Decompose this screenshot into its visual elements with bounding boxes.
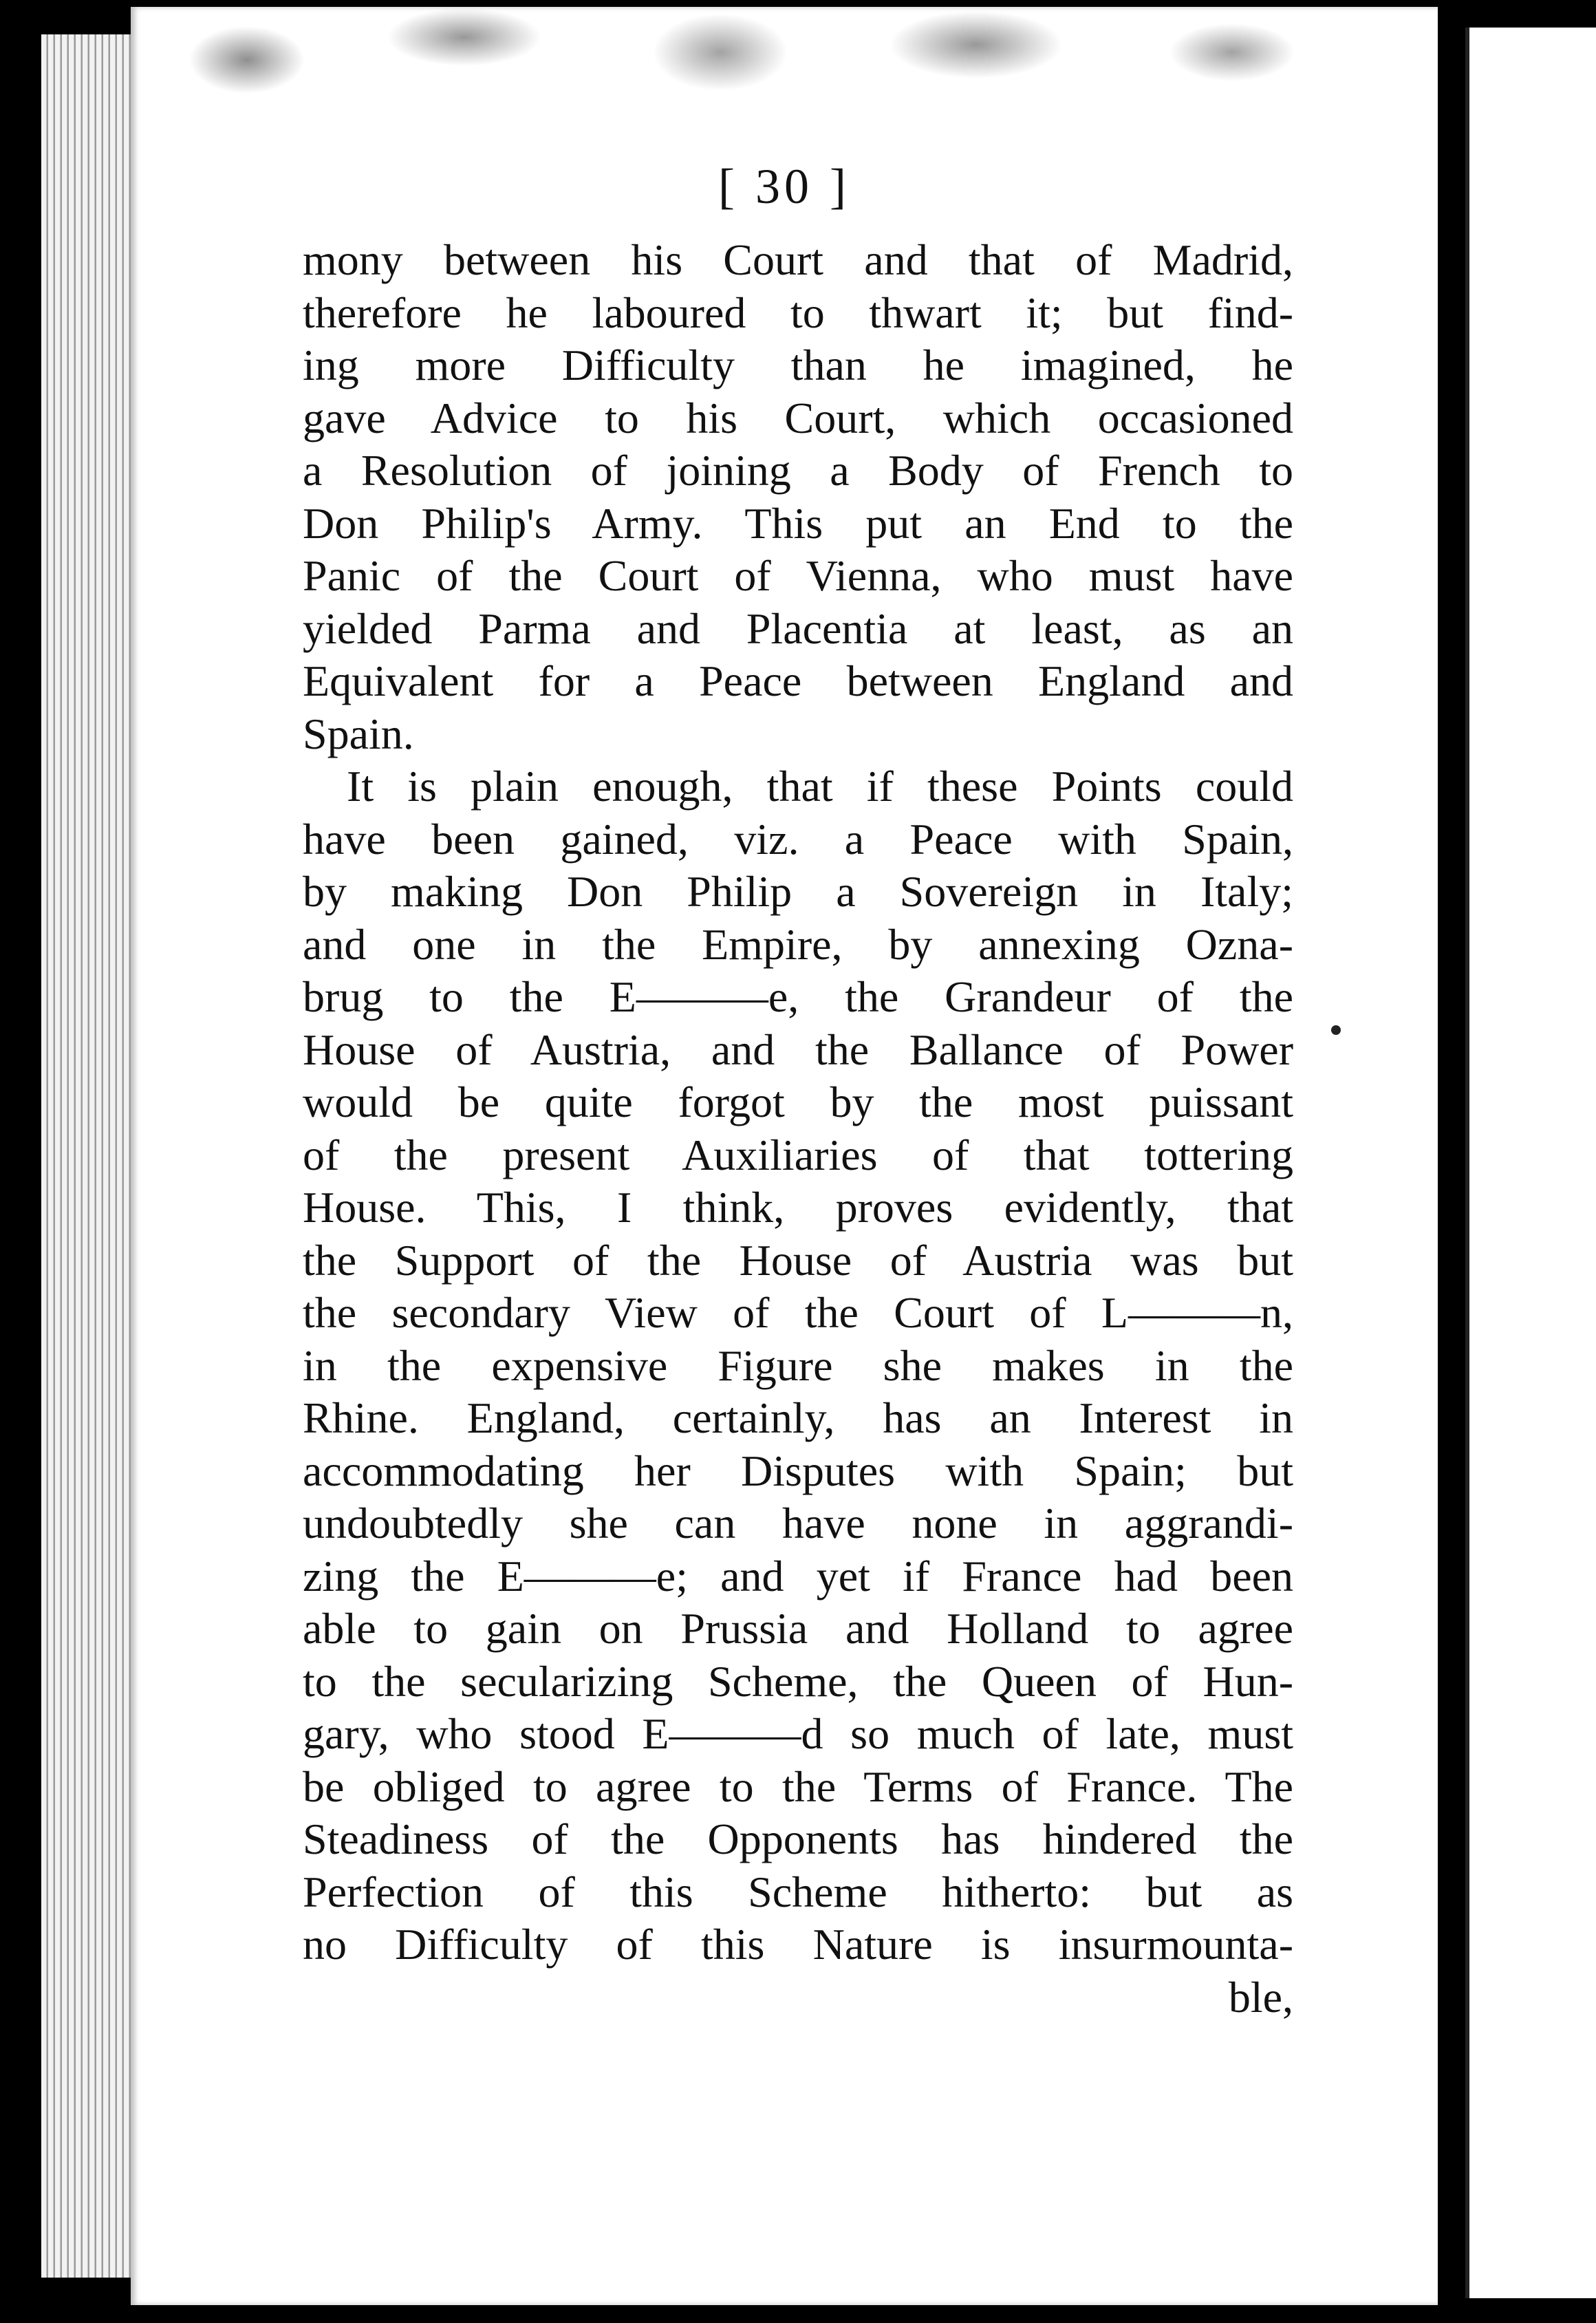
text-line: It is plain enough, that if these Points could: [347, 762, 1293, 811]
text-line: gary, who stood E———d so much of late, must: [303, 1709, 1293, 1758]
text-line: of the present Auxiliaries of that tottering: [303, 1130, 1293, 1179]
text-line: House of Austria, and the Ballance of Power: [303, 1025, 1293, 1074]
text-line: ing more Difficulty than he imagined, he: [303, 341, 1293, 389]
text-line: and one in the Empire, by annexing Ozna-: [303, 919, 1293, 969]
ink-speck: [1331, 1025, 1341, 1035]
text-line: House. This, I think, proves evidently, that: [303, 1183, 1293, 1232]
text-line: Don Philip's Army. This put an End to the: [303, 498, 1293, 548]
page-stack-edge: [41, 34, 138, 2278]
text-line: accommodating her Disputes with Spain; but: [303, 1446, 1293, 1495]
text-line: able to gain on Prussia and Holland to agree: [303, 1604, 1293, 1653]
text-line: Rhine. England, certainly, has an Interest in: [303, 1393, 1293, 1442]
text-line: brug to the E———e, the Grandeur of the: [303, 972, 1293, 1021]
text-line: in the expensive Figure she makes in the: [303, 1340, 1293, 1390]
text-line: the Support of the House of Austria was but: [303, 1235, 1293, 1285]
text-line: would be quite forgot by the most puissant: [303, 1078, 1293, 1126]
text-line: yielded Parma and Placentia at least, as an: [303, 603, 1293, 653]
text-line: the secondary View of the Court of L———n,: [303, 1288, 1293, 1337]
facing-page-edge: [1465, 28, 1596, 2298]
text-line: Panic of the Court of Vienna, who must have: [303, 551, 1293, 600]
page-stain: [144, 7, 1424, 158]
text-line: undoubtedly she can have none in aggrandi-: [303, 1499, 1293, 1548]
scan-border-right: [1438, 0, 1465, 2323]
text-line: Steadiness of the Opponents has hindered the: [303, 1814, 1293, 1863]
body-text: [303, 234, 1293, 2024]
text-line: zing the E———e; and yet if France had been: [303, 1551, 1293, 1601]
catchword: ble,: [1228, 1972, 1293, 2022]
text-line: by making Don Philip a Sovereign in Italy;: [303, 867, 1293, 916]
text-line: a Resolution of joining a Body of French to: [303, 446, 1293, 495]
text-line: therefore he laboured to thwart it; but find-: [303, 288, 1293, 337]
text-line: be obliged to agree to the Terms of France. The: [303, 1762, 1293, 1811]
text-line: no Difficulty of this Nature is insurmounta-: [303, 1920, 1293, 1969]
text-line: mony between his Court and that of Madrid,: [303, 235, 1293, 284]
text-line: Spain.: [303, 709, 414, 758]
book-page: [131, 7, 1438, 2305]
text-line: Equivalent for a Peace between England and: [303, 656, 1293, 705]
text-line: Perfection of this Scheme hitherto: but as: [303, 1867, 1293, 1916]
text-line: to the secularizing Scheme, the Queen of Hun-: [303, 1656, 1293, 1706]
page-number: [ 30 ]: [718, 159, 850, 214]
text-line: gave Advice to his Court, which occasioned: [303, 393, 1293, 442]
text-line: have been gained, viz. a Peace with Spain,: [303, 814, 1293, 864]
